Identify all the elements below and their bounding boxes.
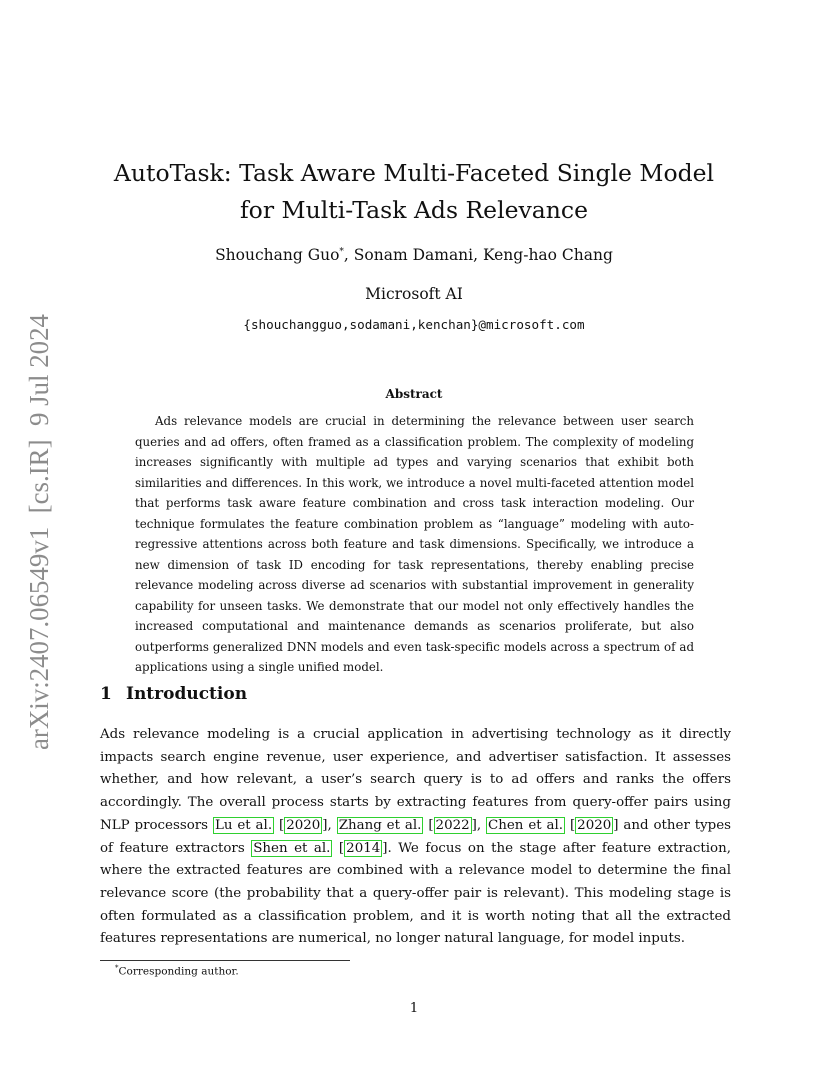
arxiv-stamp-text: arXiv:2407.06549v1 [cs.IR] 9 Jul 2024 (24, 312, 54, 750)
citation-link[interactable]: Chen et al. (488, 817, 564, 833)
citation-year-link[interactable]: 2014 (346, 840, 381, 856)
citation-link[interactable]: Lu et al. (214, 817, 273, 833)
paper-title: AutoTask: Task Aware Multi-Faceted Single Model for Multi-Task Ads Relevance (113, 159, 715, 224)
citation-separator: , (327, 817, 337, 833)
author-first: Shouchang Guo (215, 246, 340, 264)
arxiv-stamp (14, 312, 58, 752)
affiliation: Microsoft AI (365, 285, 463, 303)
abstract-body: Ads relevance models are crucial in determining the relevance between user search queries and ad offers, often framed as a classification problem. The complexity of modeling increases significantly with multiple ad types and varying scenarios that exhibit both similarities and differences. In this work, we introduce a novel multi-faceted attention model that performs task aware feature combination and cross task interaction modeling. Our technique formulates the feature combination problem as “language” modeling with auto-regressive attentions across both feature and task dimensions. Specifically, we introduce a new dimension of task ID encoding for task representations, thereby enabling precise relevance modeling across diverse ad scenarios with substantial improvement in generality capability for unseen tasks. We demonstrate that our model not only effectively handles the increased computational and maintenance demands as scenarios proliferate, but also outperforms generalized DNN models and even task-specific models across a spectrum of ad applications using a single unified model. (135, 414, 694, 674)
section-number: 1 (100, 684, 112, 704)
citation-link[interactable]: Zhang et al. (338, 817, 422, 833)
page-number: 1 (409, 1001, 419, 1016)
footnote-mark: * (115, 964, 119, 972)
citation-year-link[interactable]: 2022 (435, 817, 470, 833)
intro-text-part-3: . We focus on the stage after feature extraction, where the extracted features are combined with a relevance model to determine the final relevance score (the probability that a query-offer pair is relevant). This modeling stage is often formulated as a classification problem, and it is worth noting that all the extracted features representations are numerical, no longer natural language, for model inputs. (100, 840, 731, 947)
author-list (100, 246, 728, 264)
citation-year-link[interactable]: 2020 (577, 817, 612, 833)
section-heading-introduction (100, 684, 247, 704)
citation-separator: , (476, 817, 487, 833)
introduction-paragraph: Ads relevance modeling is a crucial application in advertising technology as it directly impacts search engine revenue, user experience, and advertiser satisfaction. It assesses whether, and how relevant, a user’s search query is to ad offers and ranks the offers accordingly. The overall process starts by extracting features from query-offer pairs using NLP processors Lu et al. [ 2020 ], Zhang et al. [ 2022 ], Chen et al. [ 2020 ] and other types of feature extractors Shen et al. [ 2014 ]. We focus on the stage after feature extraction, where the extracted features are combined with a relevance model to determine the final relevance score (the probability that a query-offer pair is relevant). This modeling stage is often formulated as a classification problem, and it is worth noting that all the extracted features representations are numerical, no longer natural language, for model inputs. (100, 727, 732, 947)
footnote-divider (100, 960, 350, 961)
citation-year-link[interactable]: 2020 (286, 817, 321, 833)
author-emails: {shouchangguo,sodamani,kenchan}@microsoft.com (243, 317, 585, 332)
footnote (115, 964, 239, 978)
section-title: Introduction (126, 684, 248, 704)
citation-link[interactable]: Shen et al. (253, 840, 331, 856)
intro-text-part-2: and other types of feature extractors (100, 817, 732, 856)
footnote-text: Corresponding author. (118, 965, 239, 978)
author-rest: , Sonam Damani, Keng-hao Chang (343, 246, 613, 264)
intro-text-part-1: Ads relevance modeling is a crucial application in advertising technology as it directly impacts search engine revenue, user experience, and advertiser satisfaction. It assesses whether, and how relevant, a user’s search query is to ad offers and ranks the offers accordingly. The overall process starts by extracting features from query-offer pairs using NLP processors (100, 727, 731, 833)
corresponding-mark: * (339, 246, 344, 257)
abstract-heading: Abstract (385, 387, 443, 401)
